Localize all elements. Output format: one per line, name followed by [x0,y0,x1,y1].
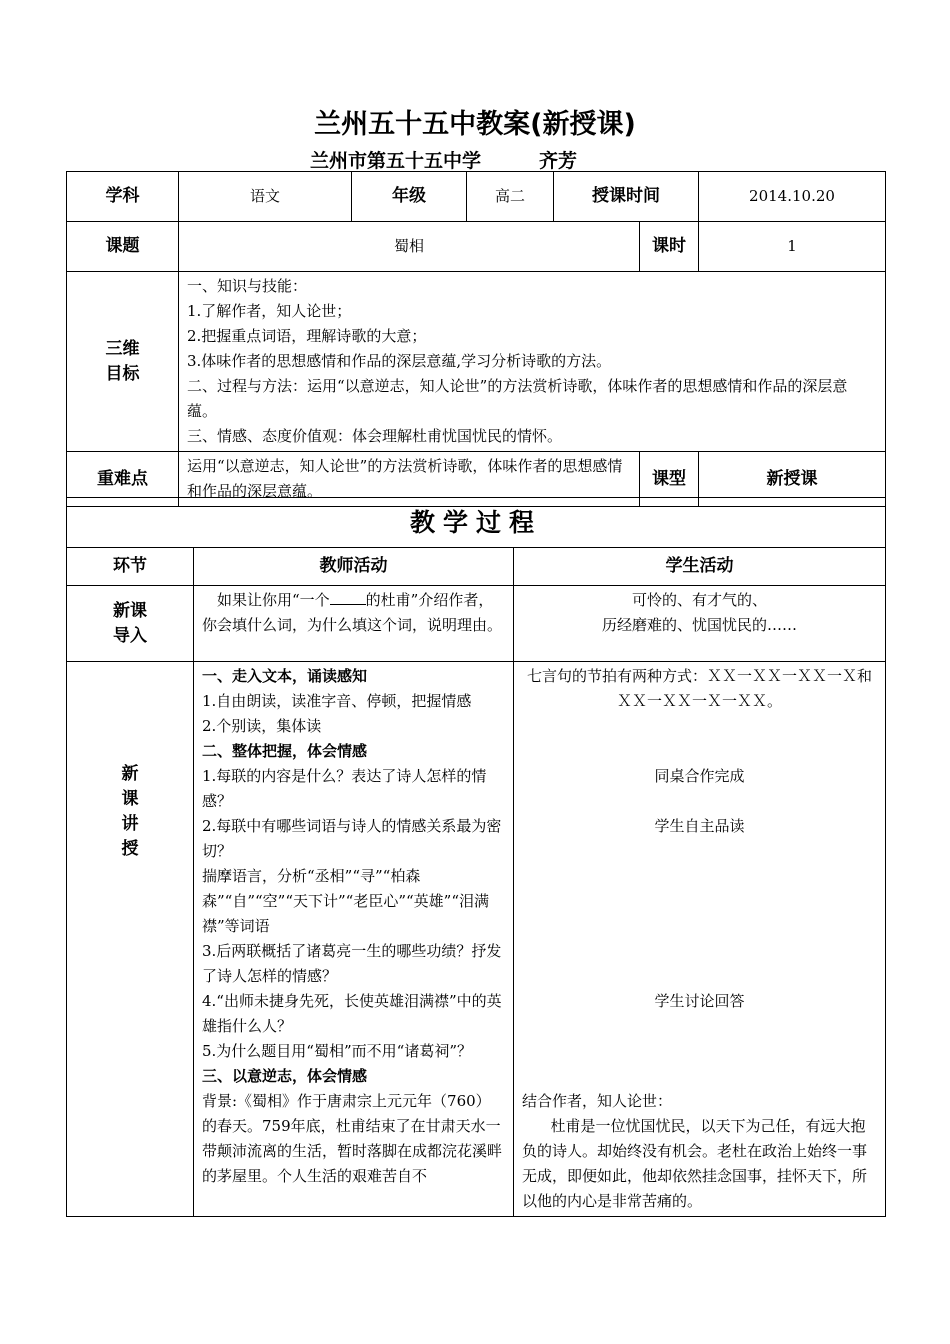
intro-stage: 新课 导入 [67,586,194,662]
document-subtitle [310,146,577,173]
grade-value: 高二 [467,172,554,222]
rhythm-note: 七言句的节拍有两种方式：ＸＸ一ＸＸ一ＸＸ一Ｘ和ＸＸ一ＸＸ一Ｘ一ＸＸ。 [526,667,872,710]
activity-item: 1.自由朗读，读准字音、停顿，把握情感 [202,692,472,710]
goal-line: 三、情感、态度价值观：体会理解杜甫忧国忧民的情怀。 [187,427,563,445]
teacher-name: 齐芳 [539,150,578,172]
activity-item: 3.后两联概括了诸葛亮一生的哪些功绩？抒发了诗人怎样的情感？ [202,942,502,985]
activity-item: 揣摩语言，分析“丞相”“寻”“柏森森”“自”“空”“天下计”“老臣心”“英雄”“泪满襟”等词语 [202,867,490,935]
activity-item: 5.为什么题目用“蜀相”而不用“诸葛祠”？ [202,1042,472,1060]
teaching-process-table [66,497,886,1217]
intro-teacher-activity: 如果让你用“一个 的杜甫”介绍作者，你会填什么词，为什么填这个词，说明理由。 [194,586,514,662]
dufu-note: 杜甫是一位忧国忧民，以天下为己任，有远大抱负的诗人。却始终没有机会。老杜在政治上始终一事无成，即便如此，他却依然挂念国事，挂怀天下，所以他的内心是非常苦痛的。 [522,1117,868,1210]
lecture-stage: 新 课 讲 授 [67,662,194,1217]
lecture-student-activity [514,662,886,1217]
process-heading: 教学过程 [67,498,886,548]
lesson-info-table [66,171,886,507]
key-content: 运用“以意逆志，知人论世”的方法赏析诗歌，体味作者的思想感情和作品的深层意蕴。 [179,452,640,507]
document-title: 兰州五十五中教案(新授课) [314,109,636,140]
pair-work-note: 同桌合作完成 [654,767,745,785]
section-title: 三、以意逆志，体会情感 [202,1067,368,1085]
goal-line: 1.了解作者，知人论世； [187,302,352,320]
type-value: 新授课 [699,452,886,507]
date-value: 2014.10.20 [699,172,886,222]
col-student-header: 学生活动 [514,548,886,586]
subject-value: 语文 [179,172,352,222]
section-title: 一、走入文本，诵读感知 [202,667,368,685]
goal-line: 3.体味作者的思想感情和作品的深层意蕴,学习分析诗歌的方法。 [187,352,612,370]
activity-item: 2.每联中有哪些词语与诗人的情感关系最为密切？ [202,817,502,860]
goals-label: 三维 目标 [67,272,179,452]
subject-label: 学科 [67,172,179,222]
hours-label: 课时 [640,222,699,272]
discussion-note: 学生讨论回答 [654,992,745,1010]
hours-value: 1 [699,222,886,272]
date-label: 授课时间 [554,172,699,222]
intro-student-activity: 可怜的、有才气的、 历经磨难的、忧国忧民的…… [514,586,886,662]
activity-item: 2.个别读，集体读 [202,717,322,735]
col-teacher-header: 教师活动 [194,548,514,586]
grade-label: 年级 [352,172,467,222]
topic-label: 课题 [67,222,179,272]
key-label: 重难点 [67,452,179,507]
school-name: 兰州市第五十五中学 [310,150,482,172]
activity-item: 4.“出师未捷身先死，长使英雄泪满襟”中的英雄指什么人？ [202,992,502,1035]
lecture-teacher-activity [194,662,514,1217]
blank-underline [330,590,366,605]
goal-line: 一、知识与技能： [187,277,308,295]
type-label: 课型 [640,452,699,507]
col-stage-header: 环节 [67,548,194,586]
combine-note: 结合作者，知人论世： [522,1092,673,1110]
section-title: 二、整体把握，体会情感 [202,742,368,760]
goals-content [179,272,886,452]
goal-line: 2.把握重点词语，理解诗歌的大意； [187,327,427,345]
goal-line: 二、过程与方法：运用“以意逆志，知人论世”的方法赏析诗歌，体味作者的思想感情和作品的深层意蕴。 [187,377,848,420]
topic-value: 蜀相 [179,222,640,272]
background-text: 背景:《蜀相》作于唐肃宗上元元年（760）的春天。759年底，杜甫结束了在甘肃天水一带颠沛流离的生活，暂时落脚在成都浣花溪畔的茅屋里。个人生活的艰难苦自不 [202,1092,503,1185]
activity-item: 1.每联的内容是什么？表达了诗人怎样的情感？ [202,767,487,810]
self-reading-note: 学生自主品读 [654,817,745,835]
